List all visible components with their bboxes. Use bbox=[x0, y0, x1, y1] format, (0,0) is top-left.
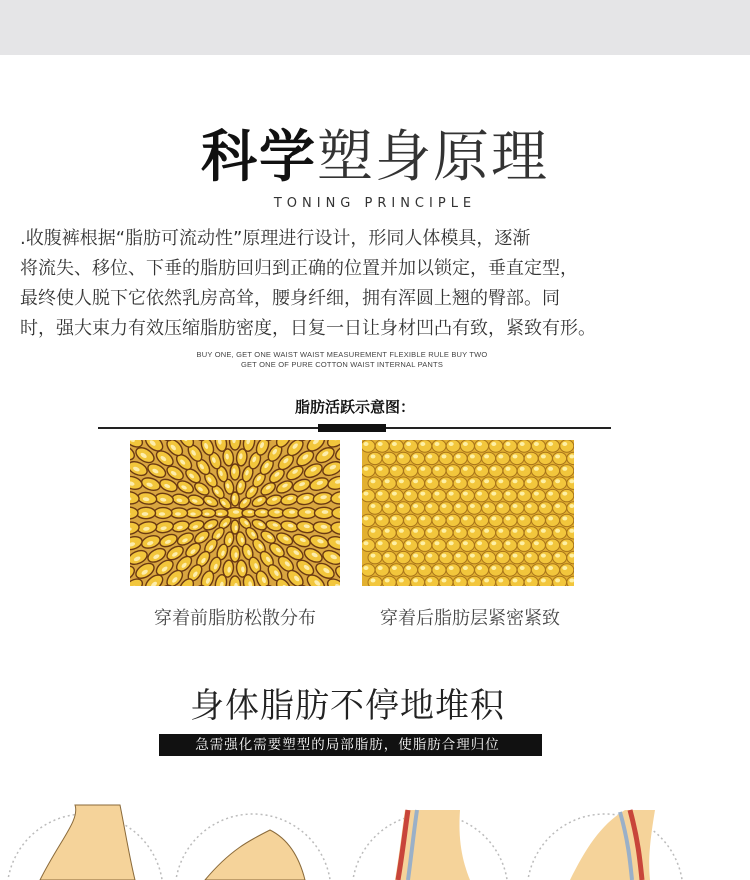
fat-before-caption: 穿着前脂肪松散分布 bbox=[154, 608, 316, 629]
intro-line: 时，强大束力有效压缩脂肪密度，日复一日让身材凹凸有致，紧致有形。 bbox=[20, 318, 596, 339]
fat-before-image bbox=[130, 440, 340, 586]
intro-line: 最终使人脱下它依然乳房高耸，腰身纤细，拥有浑圆上翘的臀部。同 bbox=[20, 288, 560, 309]
english-note-line-2: GET ONE OF PURE COTTON WAIST INTERNAL PANTS bbox=[240, 360, 444, 369]
page-subtitle: TONING PRINCIPLE bbox=[273, 196, 477, 211]
title-light: 塑身原理 bbox=[317, 125, 549, 190]
intro-line: .收腹裤根据“脂肪可流动性”原理进行设计，形同人体模具，逐渐 bbox=[20, 228, 531, 249]
fat-after-illustration bbox=[362, 440, 574, 586]
fat-after-image bbox=[362, 440, 574, 586]
body-area-circles bbox=[0, 800, 750, 880]
title-bold: 科学 bbox=[201, 125, 317, 190]
fat-before-illustration bbox=[130, 440, 340, 586]
intro-paragraph bbox=[20, 224, 710, 344]
body-circle-4 bbox=[527, 810, 683, 880]
intro-line: 将流失、移位、下垂的脂肪回归到正确的位置并加以锁定，垂直定型， bbox=[20, 258, 578, 279]
fat-after-caption: 穿着后脂肪层紧密紧致 bbox=[380, 608, 560, 629]
top-banner-strip bbox=[0, 0, 750, 55]
fat-diagram-title: 脂肪活跃示意图： bbox=[294, 398, 415, 416]
accumulate-heading: 身体脂肪不停地堆积 bbox=[190, 686, 505, 726]
body-circle-2 bbox=[175, 814, 331, 880]
body-circle-1 bbox=[7, 805, 163, 880]
banner-tick bbox=[153, 734, 159, 756]
divider-accent bbox=[318, 424, 386, 432]
page-title bbox=[0, 126, 750, 190]
body-area-illustrations bbox=[0, 800, 750, 880]
banner-text: 急需强化需要塑型的局部脂肪，使脂肪合理归位 bbox=[195, 737, 500, 753]
body-circle-3 bbox=[352, 810, 508, 880]
english-note-line-1: BUY ONE, GET ONE WAIST WAIST MEASUREMENT FLEXIBLE RULE BUY TWO bbox=[196, 350, 488, 359]
accumulate-banner bbox=[153, 734, 542, 756]
